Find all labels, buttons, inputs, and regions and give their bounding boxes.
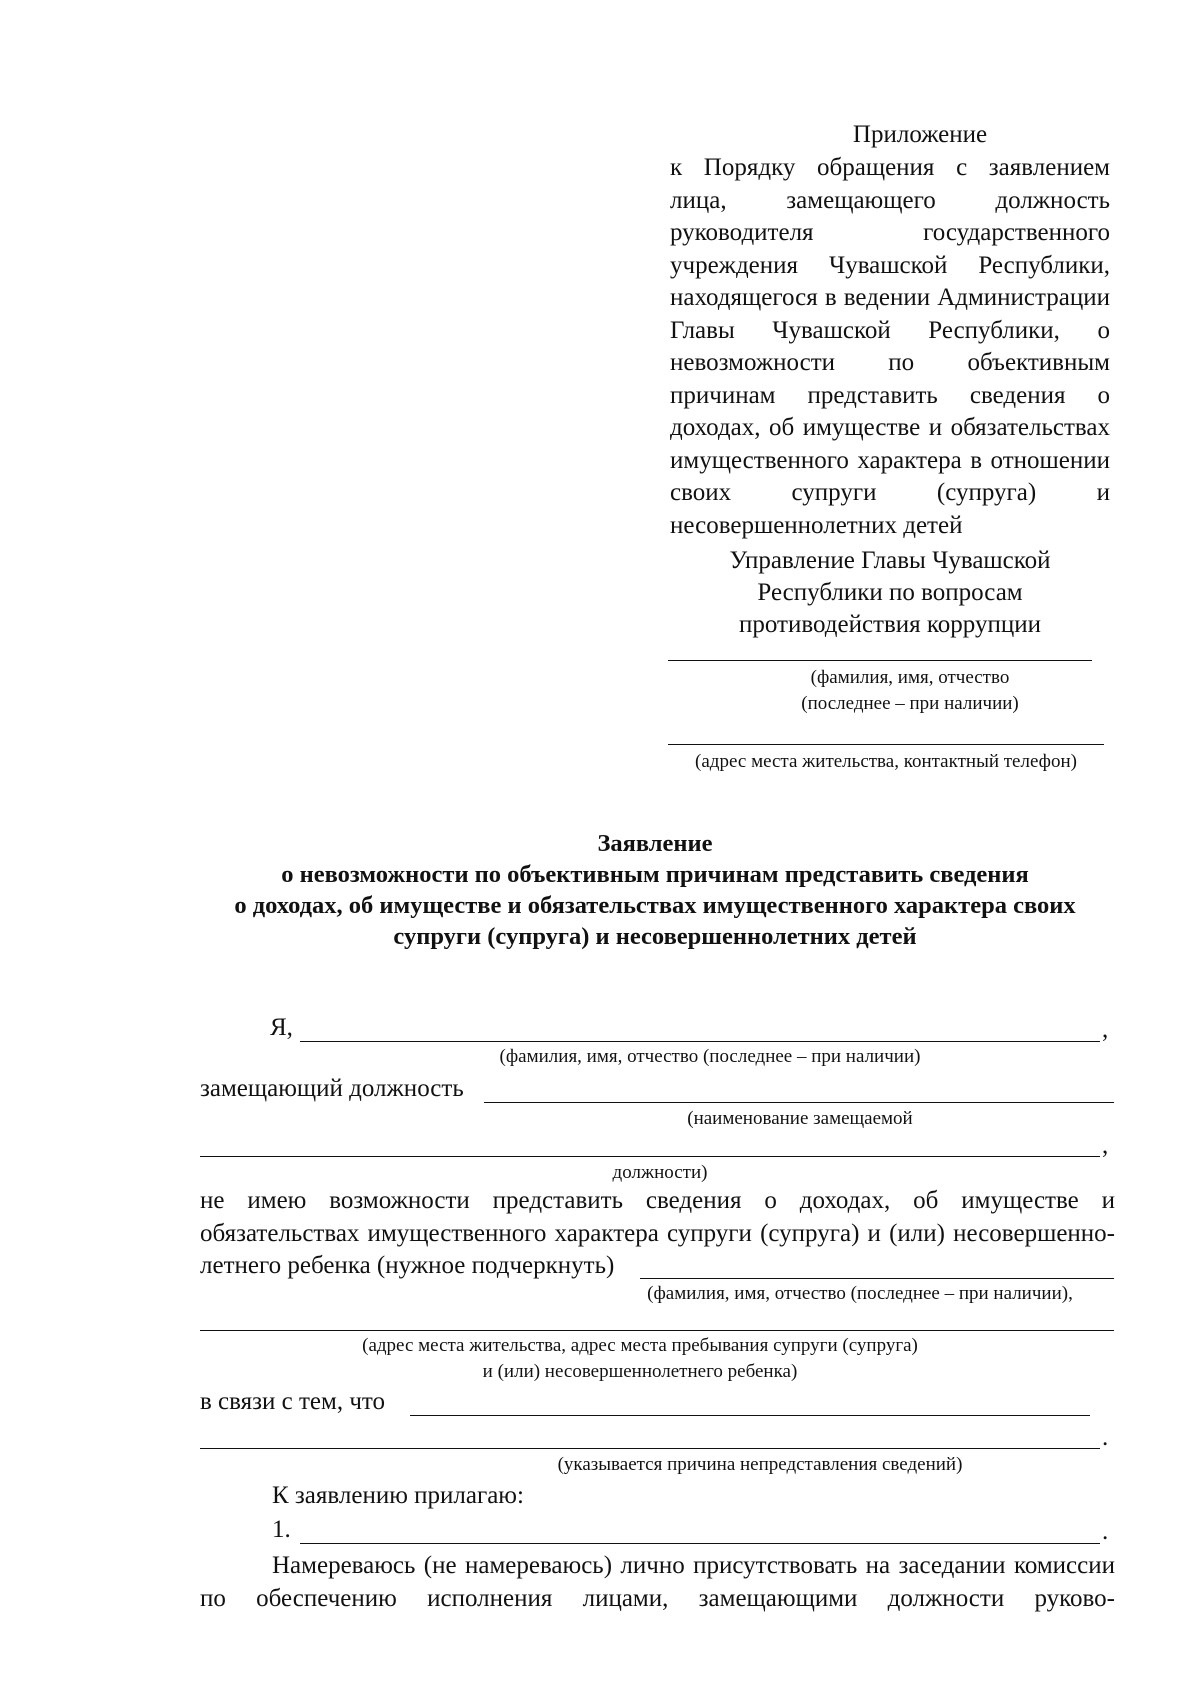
- relative-fio-caption: (фамилия, имя, отчество (последнее – при наличии),: [647, 1283, 1073, 1304]
- title-line-1: Заявление: [597, 830, 713, 857]
- appendix-text: к Порядку обращения с заявлением лица, замещающего должность руководителя государственного учреждения Чувашской Республики, находящегося в ведении Администрации Главы Чувашской Республики, о невозможности по объективным причинам представить сведения о доходах, об имуществе и обязательствах имущественного характера в отношении своих супруги (супруга) и несовершеннолетних детей: [670, 154, 1110, 539]
- fio-blank[interactable]: [300, 1041, 1100, 1042]
- cannot-provide-text: не имею возможности представить сведения о доходах, об имуществе и обязательствах имущественного характера супруги (супруга) и (или) несовершенно-: [200, 1187, 1115, 1247]
- relative-address-caption-1: (адрес места жительства, адрес места пребывания супруги (супруга): [362, 1335, 918, 1356]
- appendix-block: [670, 120, 1110, 542]
- relative-address-caption-2: и (или) несовершеннолетнего ребенка): [482, 1361, 798, 1382]
- appendix-heading: Приложение: [852, 121, 988, 148]
- fio-caption: (фамилия, имя, отчество (последнее – при наличии): [499, 1046, 921, 1067]
- position-caption-2: должности): [612, 1162, 708, 1183]
- position-caption-1: (наименование замещаемой: [687, 1108, 913, 1129]
- applicant-address-caption: (адрес места жительства, контактный телефон): [695, 751, 1077, 772]
- applicant-address-blank[interactable]: [668, 744, 1104, 745]
- attach-period: .: [1102, 1518, 1109, 1545]
- title-line-4: супруги (супруга) и несовершеннолетних детей: [393, 923, 917, 950]
- recipient-block: [670, 545, 1110, 641]
- document-title: [190, 828, 1120, 952]
- ya-label: Я,: [270, 1014, 293, 1041]
- reason-caption: (указывается причина непредставления сведений): [557, 1454, 963, 1475]
- reason-period: .: [1102, 1424, 1109, 1451]
- applicant-name-caption-2: (последнее – при наличии): [801, 693, 1019, 714]
- relative-fio-blank[interactable]: [640, 1278, 1114, 1279]
- position-blank[interactable]: [484, 1102, 1114, 1103]
- intend-text: Намереваюсь (не намереваюсь) лично присутствовать на заседании комиссии по обеспечению исполнения лицами, замещающими должности руково-: [200, 1552, 1115, 1612]
- position-blank-2[interactable]: [200, 1156, 1100, 1157]
- attach-item-blank[interactable]: [300, 1543, 1100, 1544]
- recipient-line-1: Управление Главы Чувашской: [729, 547, 1051, 574]
- relative-address-blank[interactable]: [200, 1330, 1114, 1331]
- recipient-line-2: Республики по вопросам: [757, 579, 1023, 606]
- title-line-2: о невозможности по объективным причинам представить сведения: [281, 861, 1029, 888]
- cannot-provide-last-line: летнего ребенка (нужное подчеркнуть): [200, 1252, 615, 1279]
- fio-comma: ,: [1102, 1016, 1109, 1043]
- position-label: замещающий должность: [200, 1075, 464, 1102]
- reason-blank-2[interactable]: [200, 1448, 1100, 1449]
- position-comma: ,: [1102, 1132, 1109, 1159]
- applicant-name-blank[interactable]: [668, 660, 1092, 661]
- reason-label: в связи с тем, что: [200, 1388, 385, 1415]
- recipient-line-3: противодействия коррупции: [739, 611, 1041, 638]
- applicant-name-caption-1: (фамилия, имя, отчество: [810, 667, 1010, 688]
- attach-label: К заявлению прилагаю:: [272, 1482, 524, 1509]
- reason-blank[interactable]: [410, 1415, 1090, 1416]
- attach-item-number: 1.: [272, 1516, 291, 1543]
- title-line-3: о доходах, об имуществе и обязательствах имущественного характера своих: [234, 892, 1076, 919]
